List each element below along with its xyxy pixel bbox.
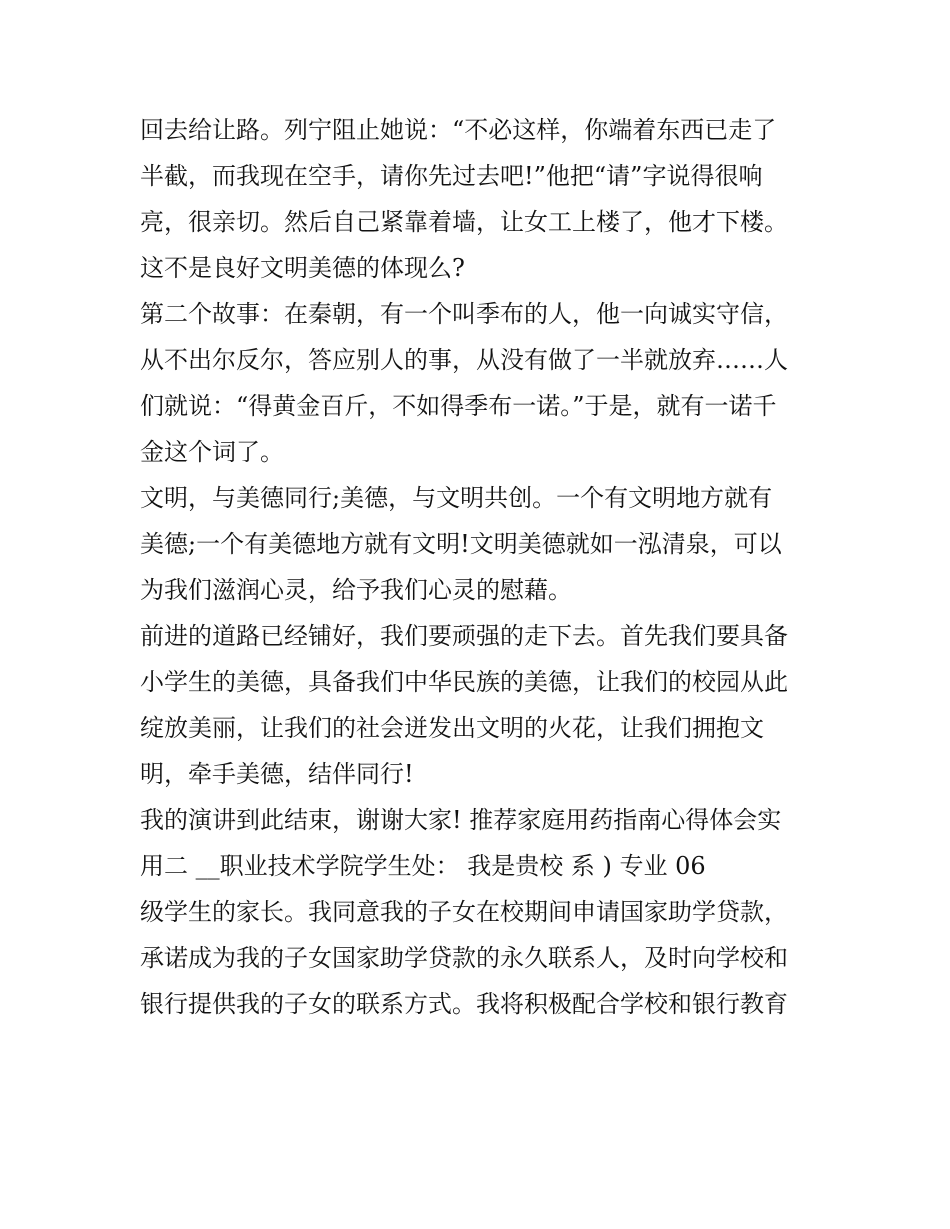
text-line: 半截，而我现在空手，请你先过去吧!”他把“请”字说得很响 [140, 162, 763, 190]
text-line: 我的演讲到此结束，谢谢大家! 推荐家庭用药指南心得体会实 [140, 806, 782, 834]
text-line: 前进的道路已经铺好，我们要顽强的走下去。首先我们要具备 [140, 622, 788, 650]
text-line: 们就说：“得黄金百斤，不如得季布一诺。”于是，就有一诺千 [140, 392, 777, 420]
text-line: 回去给让路。列宁阻止她说：“不必这样，你端着东西已走了 [140, 116, 777, 144]
text-line: 第二个故事：在秦朝，有一个叫季布的人，他一向诚实守信， [140, 300, 788, 328]
text-line: 级学生的家长。我同意我的子女在校期间申请国家助学贷款， [140, 898, 788, 926]
text-line: 为我们滋润心灵，给予我们心灵的慰藉。 [140, 576, 572, 604]
text-line: 金这个词了。 [140, 438, 284, 466]
text-line: 这不是良好文明美德的体现么? [140, 254, 465, 282]
text-line: 小学生的美德，具备我们中华民族的美德，让我们的校园从此 [140, 668, 788, 696]
body-text [140, 107, 840, 1027]
text-line: 美德;一个有美德地方就有文明!文明美德就如一泓清泉，可以 [140, 530, 782, 558]
text-line: 从不出尔反尔，答应别人的事，从没有做了一半就放弃……人 [140, 346, 788, 374]
text-line: 文明，与美德同行;美德，与文明共创。一个有文明地方就有 [140, 484, 773, 512]
text-line: 银行提供我的子女的联系方式。我将积极配合学校和银行教育 [140, 990, 788, 1018]
text-line: 亮，很亲切。然后自己紧靠着墙，让女工上楼了，他才下楼。 [140, 208, 788, 236]
text-line: 绽放美丽，让我们的社会迸发出文明的火花，让我们拥抱文 [140, 714, 764, 742]
text-line: 用二 __职业技术学院学生处： 我是贵校 系 ) 专业 06 [140, 852, 706, 880]
text-line: 明，牵手美德，结伴同行! [140, 760, 414, 788]
text-line: 承诺成为我的子女国家助学贷款的永久联系人，及时向学校和 [140, 944, 788, 972]
